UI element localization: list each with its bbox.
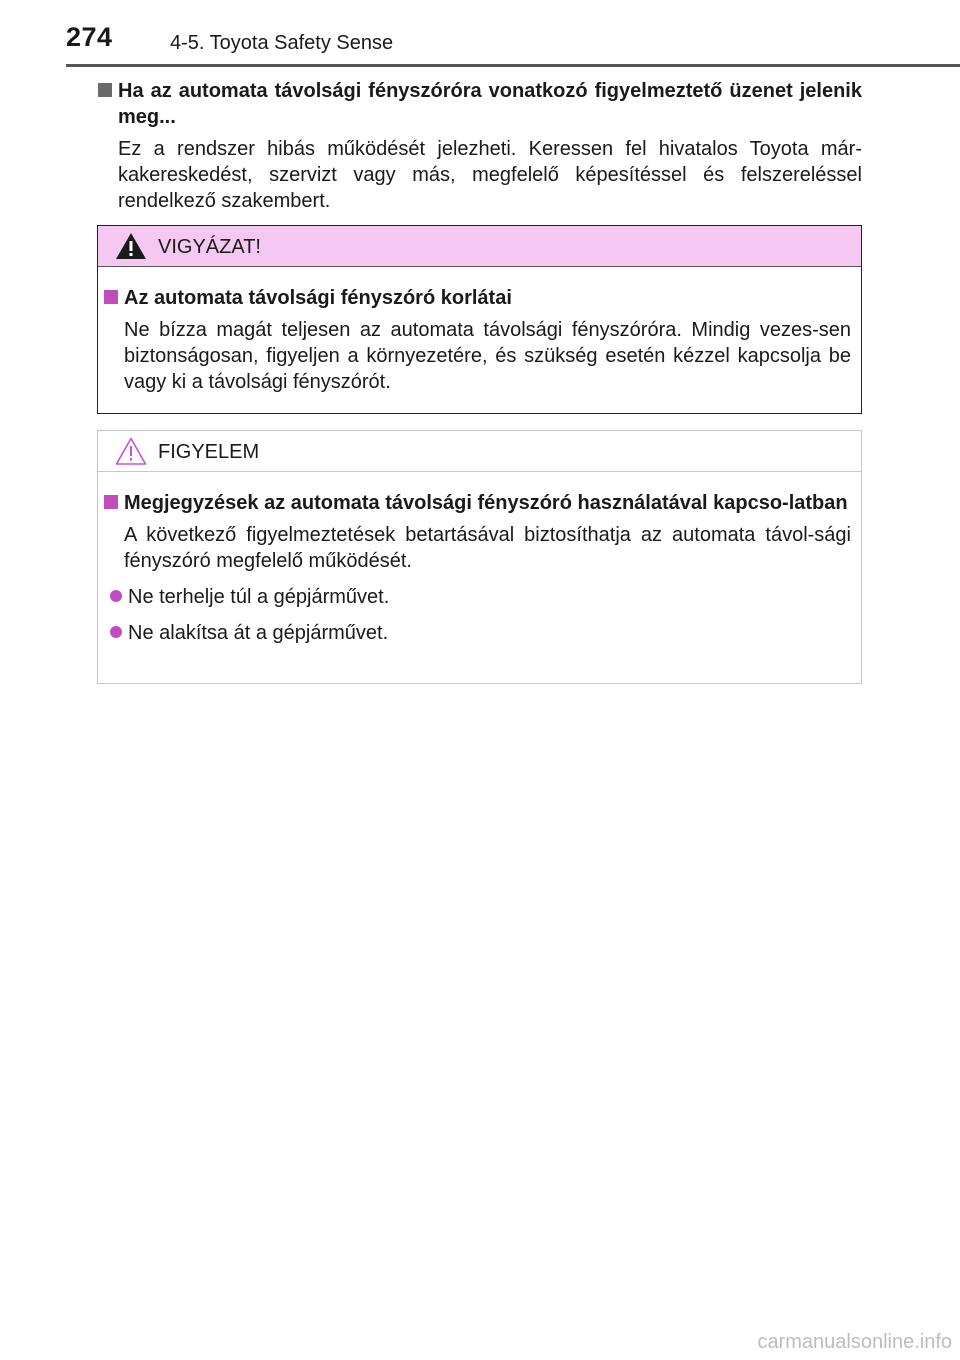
square-bullet-icon: [104, 495, 118, 509]
list-item-text: Ne alakítsa át a gépjárművet.: [128, 622, 389, 644]
square-bullet-icon: [104, 290, 118, 304]
list-item-text: Ne terhelje túl a gépjárművet.: [128, 586, 390, 608]
intro-heading-text: Ha az automata távolsági fényszóróra vonatkozó figyelmeztető üzenet jelenik meg...: [118, 80, 862, 128]
caution-label: VIGYÁZAT!: [158, 236, 261, 258]
caution-content: [98, 267, 861, 395]
page-number: 274: [66, 22, 113, 52]
caution-header: [98, 226, 861, 267]
page-header: [0, 0, 960, 68]
notice-label: FIGYELEM: [158, 441, 260, 463]
notice-body: A következő figyelmeztetések betartásával biztosíthatja az automata távol-sági fényszóró megfelelő működését.: [124, 524, 851, 572]
list-item: [104, 584, 851, 610]
warning-triangle-filled-icon: [114, 231, 148, 261]
section-title: 4-5. Toyota Safety Sense: [170, 32, 394, 54]
header-rule: [66, 64, 960, 67]
notice-heading-text: Megjegyzések az automata távolsági fényszóró használatával kapcso-latban: [124, 492, 848, 514]
watermark[interactable]: carmanualsonline.info: [757, 1331, 952, 1353]
intro-section: [98, 78, 862, 214]
bullet-dot-icon: [110, 626, 122, 638]
caution-body: Ne bízza magát teljesen az automata távolsági fényszóróra. Mindig vezes-sen biztonságosan, figyeljen a környezetére, és szükség esetén kézzel kapcsolja be vagy ki a távolsági fényszórót.: [124, 319, 851, 393]
list-item: [104, 620, 851, 646]
caution-box: [97, 225, 862, 414]
caution-heading-text: Az automata távolsági fényszóró korlátai: [124, 287, 512, 309]
warning-triangle-outline-icon: [114, 436, 148, 466]
notice-header: [98, 431, 861, 472]
caution-heading: [104, 285, 851, 311]
intro-heading: [98, 78, 862, 130]
bullet-dot-icon: [110, 590, 122, 602]
intro-body: Ez a rendszer hibás működését jelezheti. Keressen fel hivatalos Toyota már-kakereskedést, szervizt vagy más, megfelelő képesítéssel és felszereléssel rendelkező szakembert.: [118, 138, 862, 212]
square-bullet-icon: [98, 83, 112, 97]
notice-box: [97, 430, 862, 684]
notice-heading: [104, 490, 851, 516]
notice-content: [98, 472, 861, 646]
